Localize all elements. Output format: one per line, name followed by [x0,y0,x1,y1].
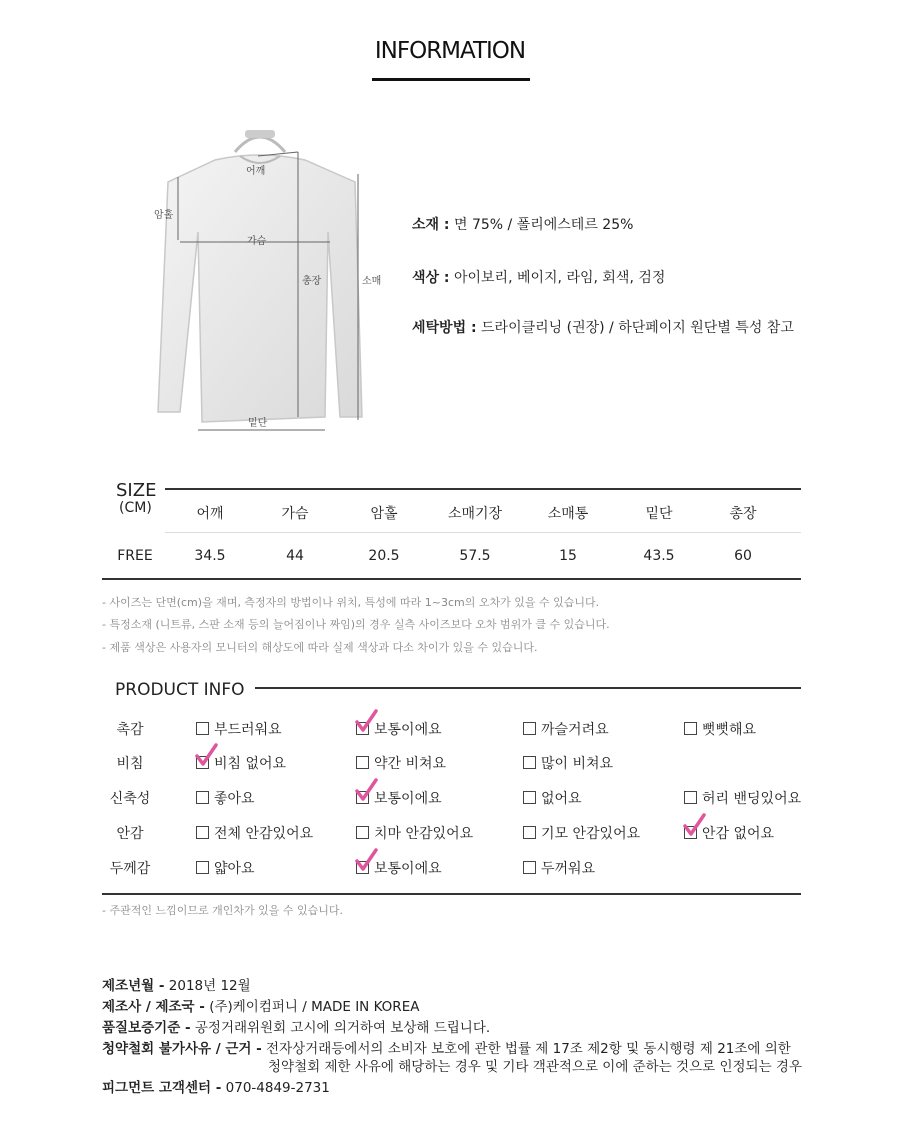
size-cell: 15 [559,548,577,564]
size-cell: 60 [734,548,752,564]
product-info-option-label: 약간 비쳐요 [374,756,447,772]
product-info-option [356,858,442,878]
product-info-option-label: 까슬거려요 [541,722,609,738]
size-cell: 20.5 [368,548,400,564]
product-info-option [523,719,609,739]
size-cell: 44 [286,548,304,564]
length-label: 총장 [302,276,322,287]
size-note: - 특정소재 (니트류, 스판 소재 등의 늘어짐이나 짜임)의 경우 실측 사이즈보다 오차 범위가 클 수 있습니다. [102,618,610,631]
size-row-label: FREE [117,548,153,564]
page-title: INFORMATION [374,38,526,64]
product-info-option [684,823,774,843]
sleeve-label: 소매 [362,276,382,287]
footer-warranty: 품질보증기준 - 공정거래위원회 고시에 의거하여 보상해 드립니다. [102,1020,491,1036]
product-info-option [684,719,756,739]
product-info-option-label: 비침 없어요 [214,756,287,772]
product-info-option-label: 좋아요 [214,791,255,807]
shoulder-label: 어깨 [246,166,266,177]
size-col-header: 소매기장 [447,506,503,522]
spec-wash: 세탁방법 : 드라이클리닝 (권장) / 하단페이지 원단별 특성 참고 [412,320,794,336]
checkbox [196,722,209,735]
product-info-row-label: 두께감 [109,861,151,877]
footer-withdraw: 청약철회 불가사유 / 근거 - 전자상거래등에서의 소비자 보호에 관한 법률 제 17조 제2항 및 동시행령 제 21조에 의한 [102,1041,791,1057]
divider [102,893,801,895]
checkbox [356,791,369,804]
chest-label: 가슴 [247,236,267,247]
checkbox [684,722,697,735]
product-info-option-label: 얇아요 [214,861,255,877]
checkbox [684,791,697,804]
product-info-option-label: 보통이에요 [374,861,442,877]
checkbox [196,861,209,874]
product-info-option-label: 안감 없어요 [702,826,775,842]
size-note: - 제품 색상은 사용자의 모니터의 해상도에 따라 실제 색상과 다소 차이가 있을 수 있습니다. [102,641,538,654]
checkbox [196,826,209,839]
checkmark-icon [354,709,378,733]
title-underline [372,78,530,81]
product-info-option [684,788,801,808]
product-info-option [196,753,286,773]
checkbox [523,756,536,769]
checkmark-icon [354,848,378,872]
checkbox [523,791,536,804]
product-info-note: - 주관적인 느낌이므로 개인차가 있을 수 있습니다. [102,904,343,917]
checkbox [196,791,209,804]
size-col-header: 가슴 [281,506,309,522]
size-cell: 43.5 [643,548,675,564]
footer-maker: 제조사 / 제조국 - (주)케이컴퍼니 / MADE IN KOREA [102,999,420,1015]
size-cell: 34.5 [194,548,226,564]
footer-cs: 피그먼트 고객센터 - 070-4849-2731 [102,1080,330,1096]
checkbox [196,756,209,769]
product-info-option [523,858,595,878]
size-col-header: 어깨 [196,506,224,522]
checkbox [523,861,536,874]
checkmark-icon [194,743,218,767]
product-info-option [523,753,613,773]
product-info-option-label: 많이 비쳐요 [541,756,614,772]
product-info-option-label: 없어요 [541,791,582,807]
product-info-title: PRODUCT INFO [115,680,245,700]
product-info-option-label: 기모 안감있어요 [541,826,641,842]
armhole-label: 암홀 [154,210,174,221]
divider [255,687,801,689]
product-info-option-label: 전체 안감있어요 [214,826,314,842]
size-unit: (CM) [119,500,152,516]
product-info-option-label: 두꺼워요 [541,861,596,877]
size-cell: 57.5 [459,548,491,564]
product-info-option [523,788,582,808]
product-info-row-label: 안감 [116,826,144,842]
product-info-row-label: 비침 [116,756,144,772]
product-info-option [196,788,255,808]
garment-illustration [140,112,390,442]
size-col-header: 밑단 [645,506,673,522]
product-info-row-label: 신축성 [109,791,151,807]
divider [102,578,801,580]
footer-manufactured: 제조년월 - 2018년 12월 [102,978,251,994]
hem-label: 밑단 [248,418,268,429]
product-info-option-label: 보통이에요 [374,791,442,807]
spec-material: 소재 : 면 75% / 폴리에스테르 25% [412,217,634,233]
product-info-option [523,823,640,843]
divider [165,488,801,490]
product-info-option [356,753,446,773]
checkbox [684,826,697,839]
product-info-option [196,719,282,739]
size-col-header: 암홀 [370,506,398,522]
size-note: - 사이즈는 단면(cm)을 재며, 측정자의 방법이나 위치, 특성에 따라 1~3cm의 오차가 있을 수 있습니다. [102,596,600,609]
divider [165,532,801,533]
product-info-option-label: 뻣뻣해요 [702,722,757,738]
product-info-option-label: 부드러워요 [214,722,282,738]
checkbox [356,756,369,769]
product-info-option [356,788,442,808]
spec-color: 색상 : 아이보리, 베이지, 라임, 회색, 검정 [412,270,666,286]
checkbox [356,722,369,735]
product-info-option [356,719,442,739]
product-info-option [196,823,313,843]
product-info-option-label: 허리 밴딩있어요 [702,791,802,807]
checkmark-icon [354,778,378,802]
size-title: SIZE [116,480,157,501]
checkbox [523,826,536,839]
product-info-option [356,823,473,843]
checkmark-icon [682,813,706,837]
footer-withdraw-2: 청약철회 제한 사유에 해당하는 경우 및 기타 객관적으로 이에 준하는 것으로 인정되는 경우 [268,1059,803,1075]
size-col-header: 소매통 [547,506,589,522]
product-info-option [196,858,255,878]
product-info-option-label: 보통이에요 [374,722,442,738]
checkbox [356,826,369,839]
checkbox [356,861,369,874]
product-info-option-label: 치마 안감있어요 [374,826,474,842]
size-col-header: 총장 [729,506,757,522]
product-info-row-label: 촉감 [116,722,144,738]
checkbox [523,722,536,735]
